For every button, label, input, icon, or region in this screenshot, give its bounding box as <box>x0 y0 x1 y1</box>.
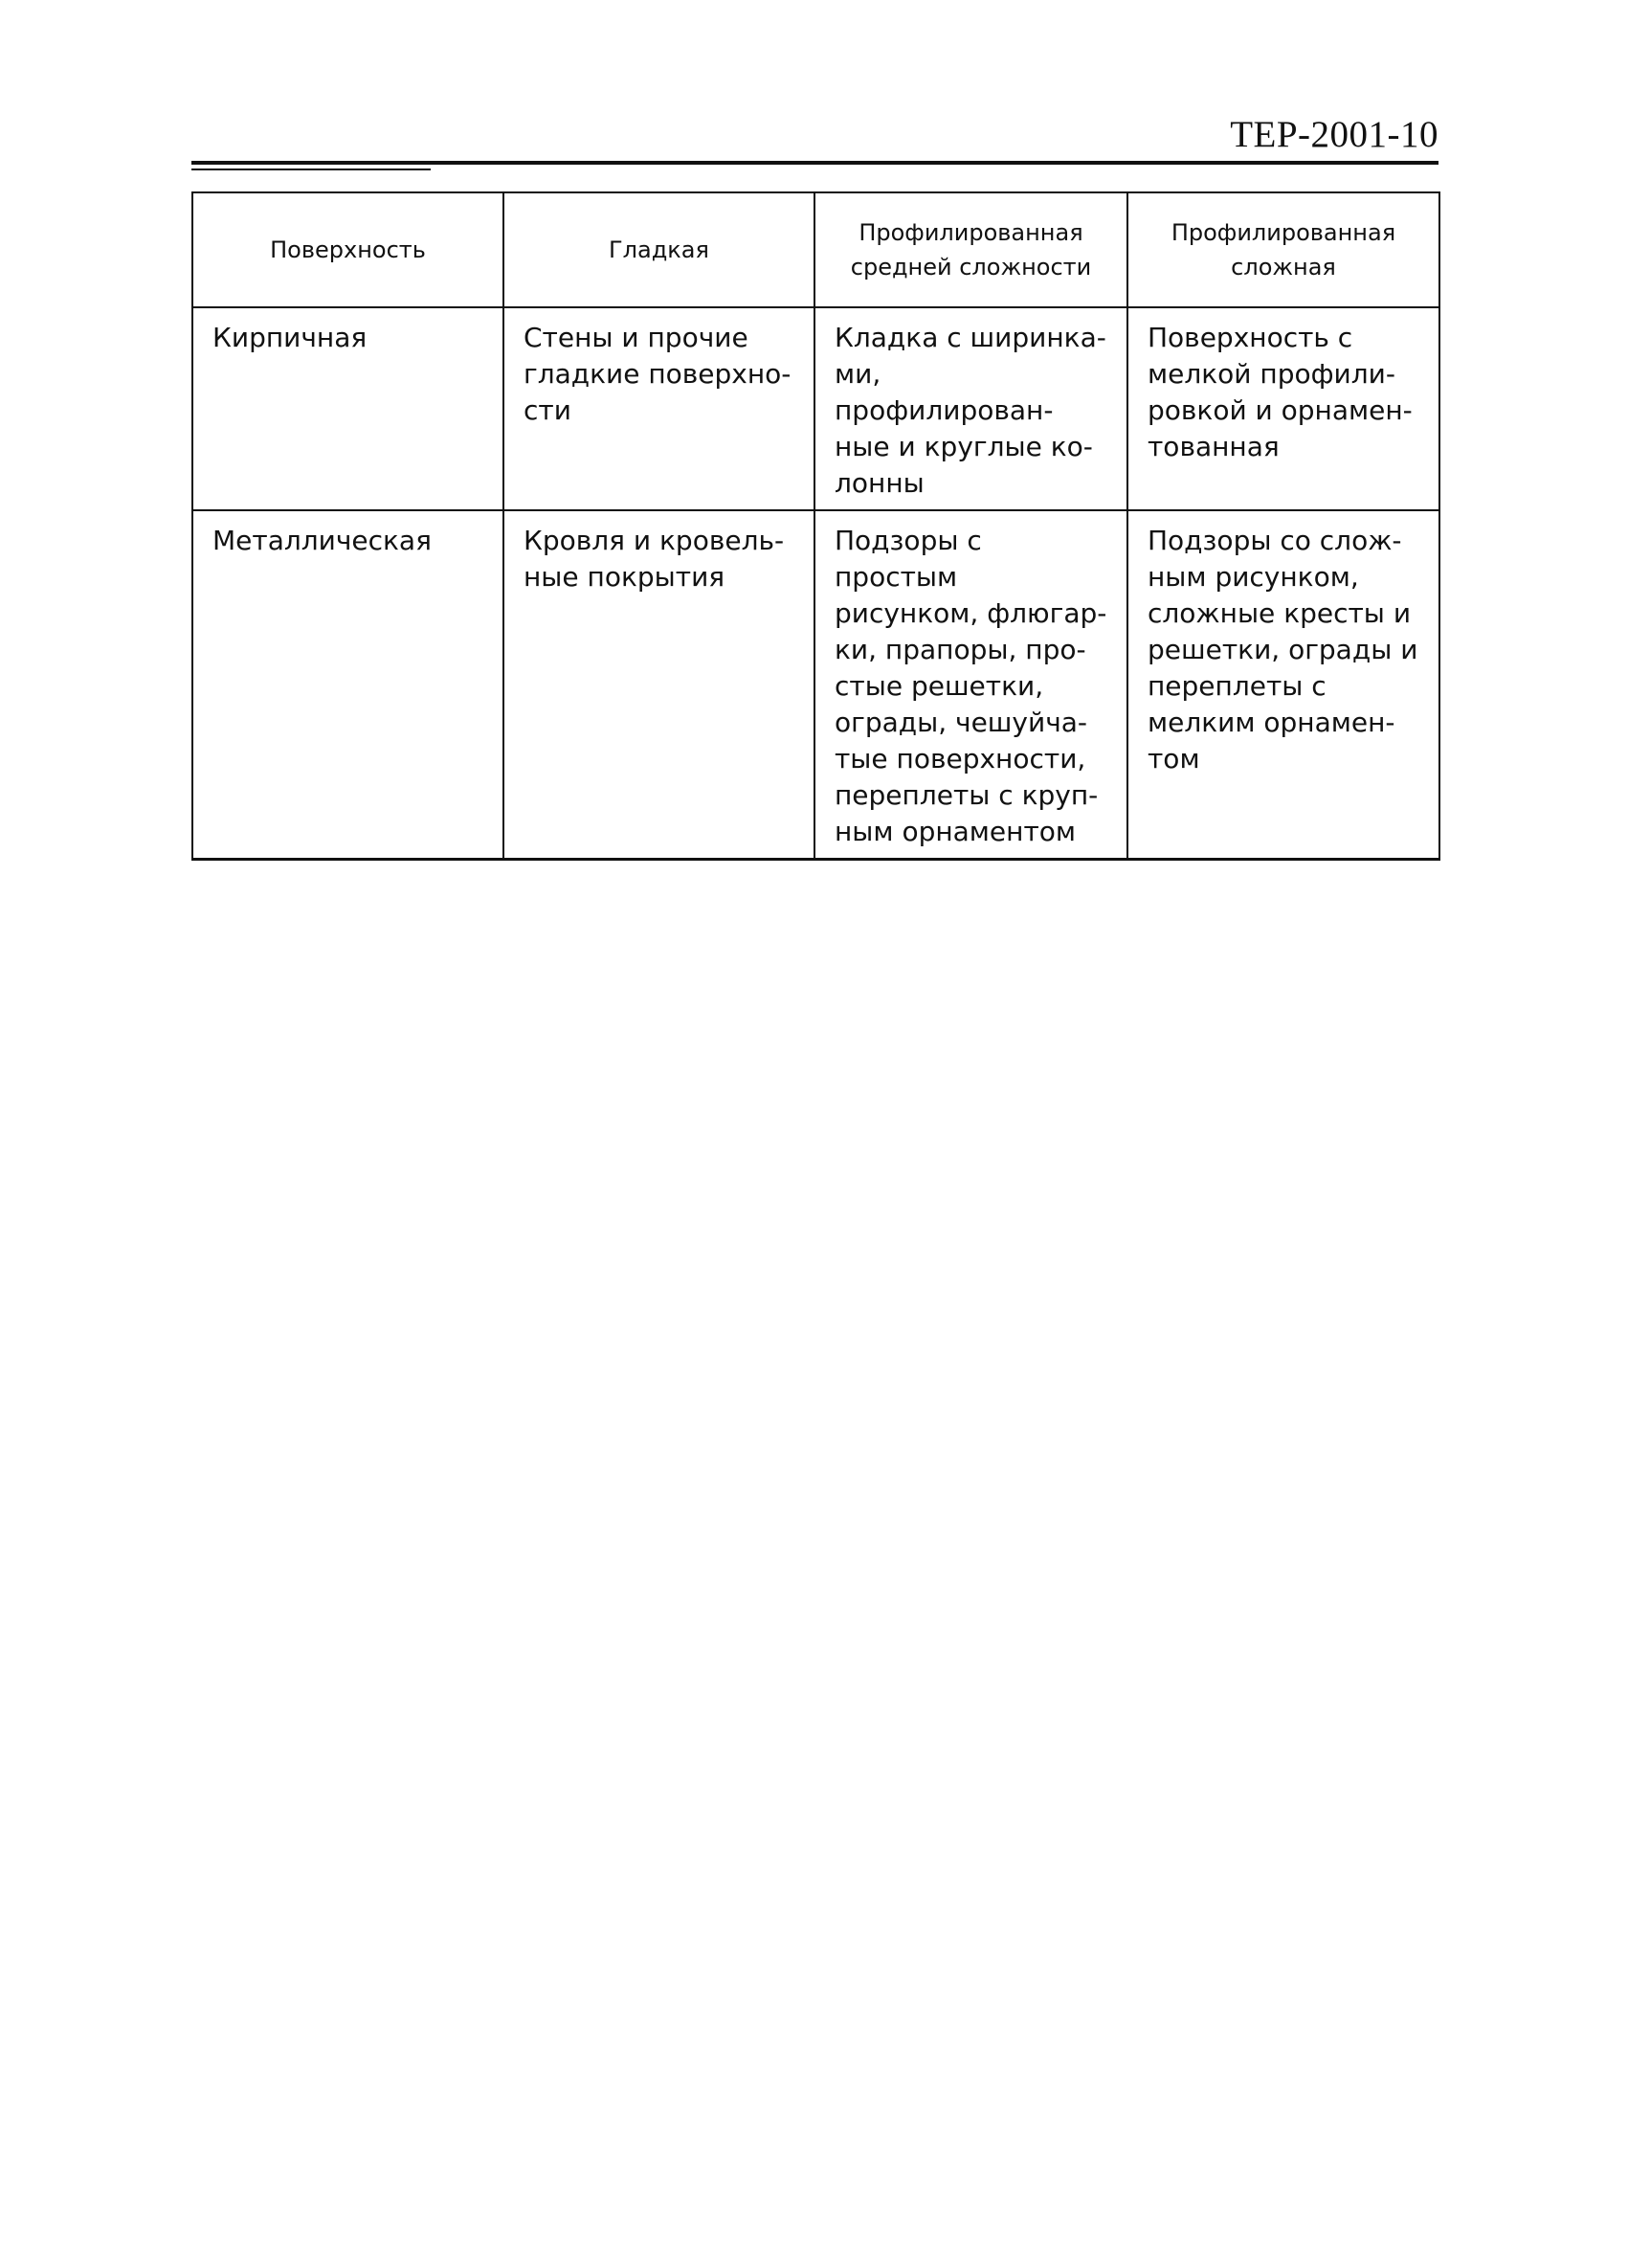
cell-medium: Подзоры с простым рисунком, флюгар-ки, прапоры, про-стые решетки, ограды, чешуйча-тые поверхности, переплеты с круп-ным орнаментом <box>814 510 1127 860</box>
document-code: ТЕР-2001-10 <box>1230 114 1438 155</box>
table-row <box>192 510 1439 860</box>
header-profiled-medium: Профилированная средней сложности <box>814 192 1127 307</box>
cell-smooth: Кровля и кровель-ные покрытия <box>503 510 814 860</box>
header-rule-accent <box>191 168 431 170</box>
table-header-row <box>192 192 1439 307</box>
header-smooth: Гладкая <box>503 192 814 307</box>
cell-complex: Подзоры со слож-ным рисунком, сложные кресты и решетки, ограды и переплеты с мелким орнамен-том <box>1127 510 1439 860</box>
header-profiled-complex: Профилированная сложная <box>1127 192 1439 307</box>
table-row <box>192 307 1439 510</box>
cell-complex: Поверхность с мелкой профили-ровкой и орнамен-тованная <box>1127 307 1439 510</box>
cell-surface: Металлическая <box>192 510 503 860</box>
cell-medium: Кладка с ширинка-ми, профилирован-ные и круглые ко-лонны <box>814 307 1127 510</box>
cell-surface: Кирпичная <box>192 307 503 510</box>
header-rule <box>191 161 1438 165</box>
surface-complexity-table <box>191 191 1440 861</box>
header-surface: Поверхность <box>192 192 503 307</box>
cell-smooth: Стены и прочие гладкие поверхно-сти <box>503 307 814 510</box>
